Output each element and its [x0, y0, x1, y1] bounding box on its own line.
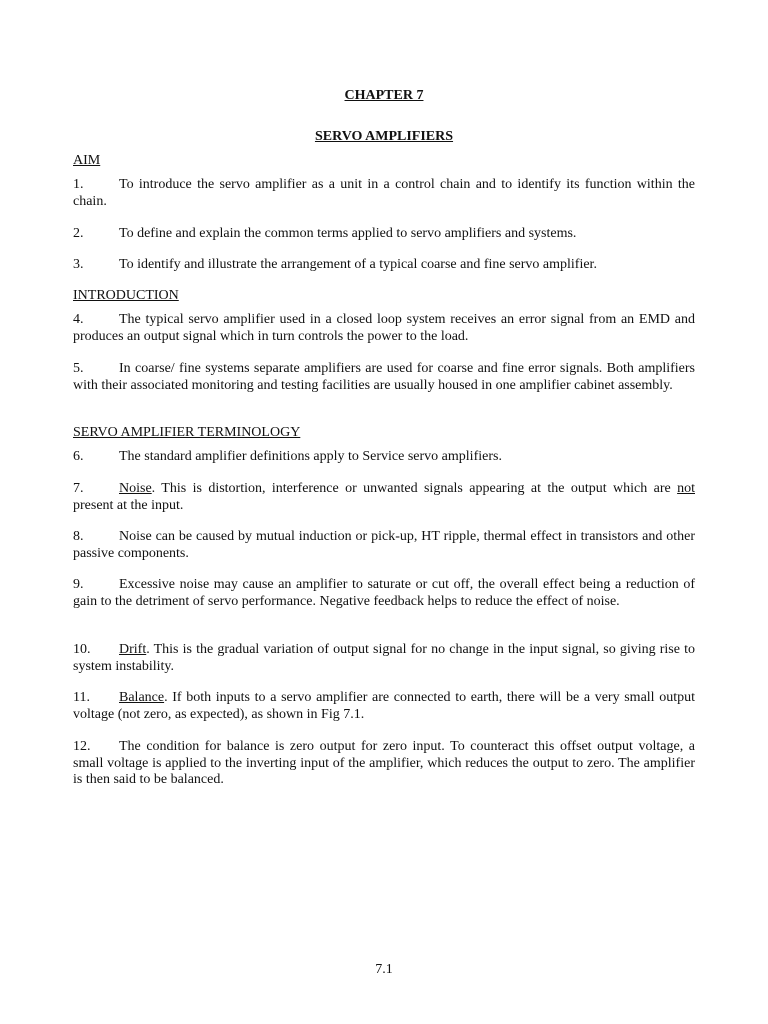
paragraph-5 — [73, 361, 695, 394]
section-heading-introduction: INTRODUCTION — [73, 288, 179, 303]
paragraph-text: In coarse/ fine systems separate amplifiers are used for coarse and fine error signals. Both amplifiers with their associated monitoring and testing facilities are usually housed in one amplifier cabinet assembly. — [73, 361, 695, 393]
paragraph-number: 1. — [73, 177, 84, 192]
paragraph-10 — [73, 642, 695, 675]
page-title: SERVO AMPLIFIERS — [314, 129, 454, 144]
paragraph-number: 10. — [73, 642, 91, 657]
paragraph-6 — [73, 449, 695, 466]
paragraph-number: 2. — [73, 226, 84, 241]
paragraph-4 — [73, 312, 695, 345]
paragraph-number: 6. — [73, 449, 84, 464]
paragraph-7 — [73, 481, 695, 514]
paragraph-text: The condition for balance is zero output for zero input. To counteract this offset output voltage, a small voltage is applied to the inverting input of the amplifier, which reduces the output to zero. The amplifier is then said to be balanced. — [73, 739, 695, 787]
paragraph-number: 8. — [73, 529, 84, 544]
paragraph-number: 12. — [73, 739, 91, 754]
paragraph-11 — [73, 690, 695, 723]
paragraph-text: To identify and illustrate the arrangement of a typical coarse and fine servo amplifier. — [119, 257, 597, 272]
paragraph-1 — [73, 177, 695, 210]
paragraph-text: To define and explain the common terms applied to servo amplifiers and systems. — [119, 226, 577, 241]
paragraph-2 — [73, 226, 695, 243]
section-heading-aim: AIM — [73, 153, 101, 168]
paragraph-number: 3. — [73, 257, 84, 272]
document-page — [73, 0, 695, 1024]
paragraph-text-end: present at the input. — [73, 497, 184, 513]
paragraph-number: 4. — [73, 312, 84, 327]
term-drift: Drift — [119, 642, 147, 657]
paragraph-text: Excessive noise may cause an amplifier to saturate or cut off, the overall effect being a reduction of gain to the detriment of servo performance. Negative feedback helps to reduce the effect of noise. — [73, 577, 695, 609]
paragraph-number: 9. — [73, 577, 84, 592]
paragraph-text: . This is distortion, interference or unwanted signals appearing at the output which are — [151, 481, 678, 496]
paragraph-9 — [73, 577, 695, 610]
paragraph-number: 11. — [73, 690, 90, 705]
paragraph-text: . If both inputs to a servo amplifier are connected to earth, there will be a very small output voltage (not zero, as expected), as shown in Fig 7.1. — [73, 690, 695, 722]
paragraph-text: To introduce the servo amplifier as a unit in a control chain and to identify its function within the chain. — [73, 177, 695, 209]
paragraph-3 — [73, 257, 695, 274]
paragraph-text: The standard amplifier definitions apply to Service servo amplifiers. — [119, 449, 502, 464]
paragraph-number: 7. — [73, 481, 84, 496]
paragraph-number: 5. — [73, 361, 84, 376]
paragraph-text: The typical servo amplifier used in a closed loop system receives an error signal from an EMD and produces an output signal which in turn controls the power to the load. — [73, 312, 695, 344]
section-heading-terminology: SERVO AMPLIFIER TERMINOLOGY — [73, 425, 301, 440]
chapter-heading: CHAPTER 7 — [344, 88, 424, 103]
emphasis-not: not — [677, 481, 695, 496]
term-balance: Balance — [119, 690, 165, 705]
paragraph-text: Noise can be caused by mutual induction or pick-up, HT ripple, thermal effect in transistors and other passive components. — [73, 529, 695, 561]
paragraph-8 — [73, 529, 695, 562]
paragraph-text: . This is the gradual variation of output signal for no change in the input signal, so giving rise to system instability. — [73, 642, 695, 674]
paragraph-12 — [73, 739, 695, 789]
term-noise: Noise — [119, 481, 152, 496]
page-number: 7.1 — [375, 962, 393, 977]
